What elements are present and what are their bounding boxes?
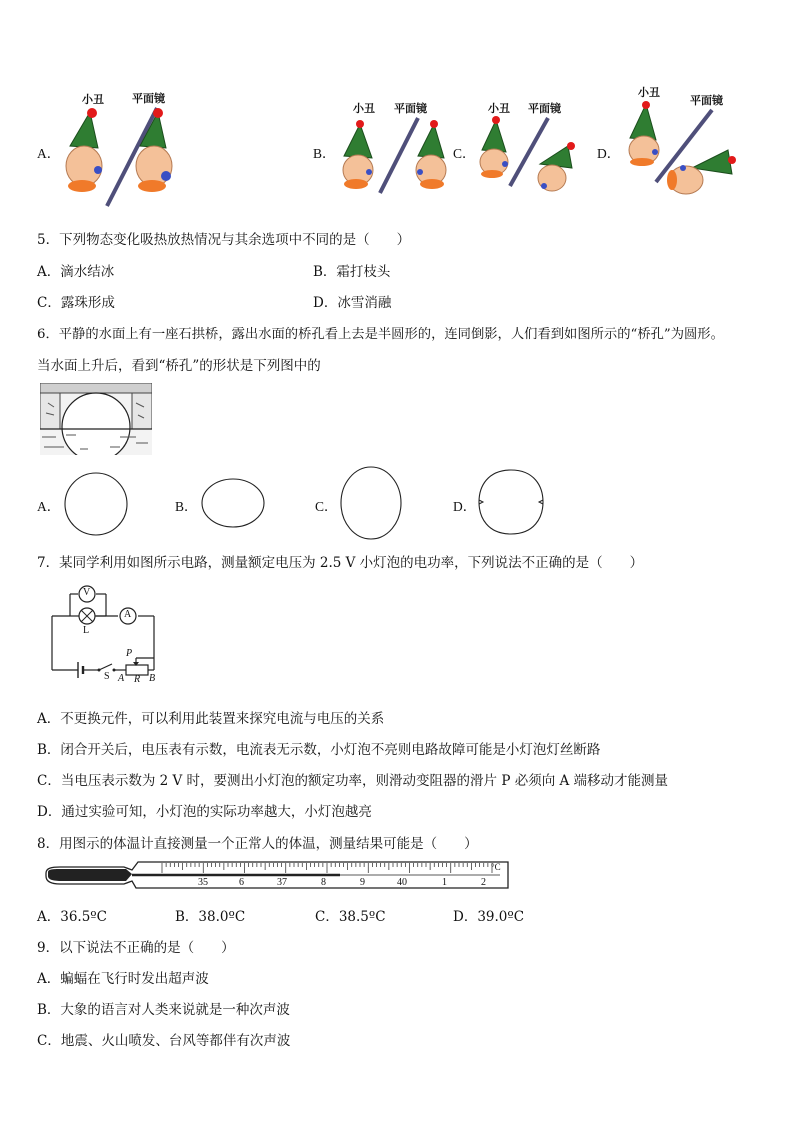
- clown-label: 小丑: [488, 102, 510, 115]
- q4-option-a-label: A．: [37, 146, 61, 161]
- clown-mirror-illustration-b: [338, 98, 453, 198]
- clown-label: 小丑: [638, 86, 660, 99]
- q7-option-d: D．通过实验可知，小灯泡的实际功率越大，小灯泡越亮: [37, 804, 372, 820]
- circuit-wires: [48, 582, 160, 684]
- q4-figure-d: [620, 80, 745, 200]
- bridge-figure: [40, 383, 152, 455]
- q5-option-a: A．滴水结冰: [37, 264, 115, 280]
- q8-stem: 8．用图示的体温计直接测量一个正常人的体温，测量结果可能是（ ）: [37, 836, 478, 852]
- lamp-label: L: [83, 625, 90, 636]
- q7-option-b: B．闭合开关后，电压表有示数，电流表无示数，小灯泡不亮则电路故障可能是小灯泡灯丝断路: [37, 742, 601, 758]
- q6-option-c-label: C．: [315, 499, 338, 514]
- q9-option-b: B．大象的语言对人类来说就是一种次声波: [37, 1002, 290, 1018]
- q6-shape-a-circle: [62, 471, 130, 537]
- q8-option-a: A．36.5ºC: [37, 909, 107, 925]
- q8-option-c: C．38.5ºC: [315, 909, 386, 925]
- q5-option-b: B．霜打枝头: [313, 264, 391, 280]
- clown-label: 小丑: [353, 102, 375, 115]
- end-b-label: B: [149, 673, 156, 684]
- end-a-label: A: [118, 673, 125, 684]
- q6-stem-line1: 6．平静的水面上有一座石拱桥，露出水面的桥孔看上去是半圆形的，连同倒影，人们看到如图所示的“桥孔”为圆形。: [37, 327, 724, 342]
- scale-label: 35: [198, 877, 208, 888]
- q4-option-c-label: C．: [453, 146, 476, 161]
- q6-option-a-label: A．: [37, 499, 61, 514]
- clown-mirror-illustration-d: [620, 80, 745, 200]
- clown-label: 小丑: [82, 93, 104, 106]
- q4-figure-a: [62, 88, 202, 208]
- q6-option-d-label: D．: [453, 499, 477, 514]
- resistor-label: R: [134, 674, 141, 685]
- scale-label: 6: [239, 877, 244, 888]
- q8-option-d: D．39.0ºC: [453, 909, 525, 925]
- thermometer-figure: [40, 858, 512, 894]
- scale-label: 9: [360, 877, 365, 888]
- q9-stem: 9．以下说法不正确的是（ ）: [37, 940, 235, 956]
- mirror-label: 平面镜: [132, 92, 165, 105]
- q4-figure-c: [478, 98, 588, 198]
- q5-stem: 5．下列物态变化吸热放热情况与其余选项中不同的是（ ）: [37, 232, 411, 248]
- clown-mirror-illustration-c: [478, 98, 588, 198]
- scale-label: 2: [481, 877, 486, 888]
- ammeter-label: A: [124, 609, 132, 620]
- mirror-label: 平面镜: [690, 94, 723, 107]
- q6-stem-line2: 当水面上升后，看到“桥孔”的形状是下列图中的: [37, 358, 321, 374]
- voltmeter-label: V: [83, 587, 91, 598]
- mirror-label: 平面镜: [528, 102, 561, 115]
- q4-option-b-label: B．: [313, 146, 336, 161]
- scale-label: 1: [442, 877, 447, 888]
- switch-label: S: [104, 671, 110, 682]
- q7-circuit-diagram: [48, 582, 160, 684]
- q4-figure-b: [338, 98, 453, 198]
- q7-option-c: C．当电压表示数为 2 V 时，要测出小灯泡的额定功率，则滑动变阻器的滑片 P 必须向 A 端移动才能测量: [37, 773, 669, 789]
- q9-option-a: A．蝙蝠在飞行时发出超声波: [37, 971, 209, 987]
- q9-option-c: C．地震、火山喷发、台风等都伴有次声波: [37, 1033, 291, 1049]
- scale-label: 8: [321, 877, 326, 888]
- q4-option-d-label: D．: [597, 146, 621, 161]
- q6-shape-b-wide-ellipse: [200, 477, 266, 529]
- clown-mirror-illustration-a: [62, 88, 202, 208]
- scale-label: 40: [397, 877, 407, 888]
- scale-label: 37: [277, 877, 287, 888]
- q6-option-b-label: B．: [175, 499, 198, 514]
- slider-label: P: [126, 648, 133, 659]
- q6-shape-c-tall-ellipse: [338, 465, 404, 541]
- thermometer-drawing: [40, 858, 512, 894]
- q8-option-b: B．38.0ºC: [175, 909, 246, 925]
- q5-option-d: D．冰雪消融: [313, 295, 392, 311]
- q7-stem: 7．某同学利用如图所示电路，测量额定电压为 2.5 V 小灯泡的电功率，下列说法不正确的是（ ）: [37, 555, 644, 571]
- q5-option-c: C．露珠形成: [37, 295, 115, 311]
- mirror-label: 平面镜: [394, 102, 427, 115]
- unit-label: °C: [491, 862, 501, 872]
- q7-option-a: A．不更换元件，可以利用此装置来探究电流与电压的关系: [37, 711, 385, 727]
- q6-shape-d-pinched-circle: [476, 466, 546, 538]
